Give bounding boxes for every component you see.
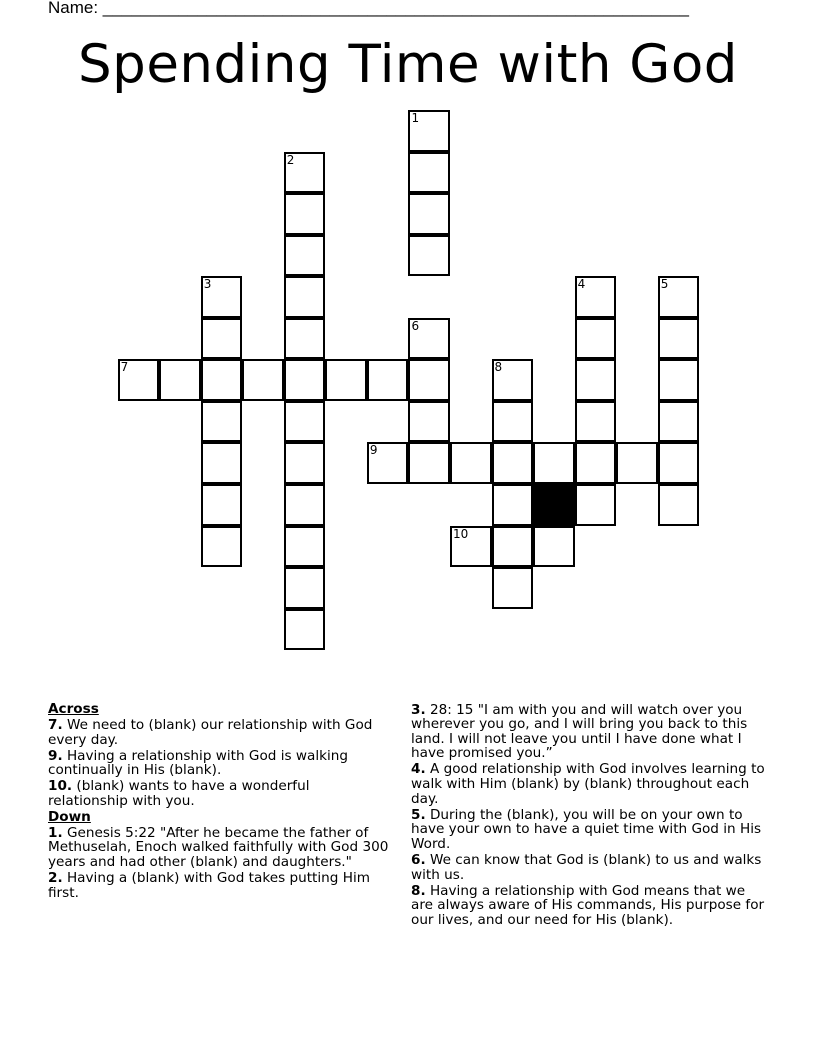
grid-cell[interactable] bbox=[492, 567, 534, 609]
grid-cell[interactable] bbox=[284, 401, 326, 443]
cell-number: 10 bbox=[453, 526, 469, 541]
clue-number: 5. bbox=[411, 806, 426, 823]
clue-text: During the (blank), you will be on your own to have your own to have a quiet time with God in His Word. bbox=[411, 806, 762, 852]
grid-cell[interactable] bbox=[492, 442, 534, 484]
clue-text: We need to (blank) our relationship with God every day. bbox=[48, 717, 373, 748]
grid-cell[interactable] bbox=[201, 276, 243, 318]
black-cell bbox=[533, 484, 575, 526]
grid-cell[interactable] bbox=[325, 359, 367, 401]
grid-cell[interactable] bbox=[450, 526, 492, 568]
clue-down-6 bbox=[411, 853, 771, 882]
clue-number: 3. bbox=[411, 701, 426, 718]
clue-text: Having a relationship with God means that we are always aware of His commands, His purpose for our lives, and our need for His (blank). bbox=[411, 882, 765, 928]
grid-cell[interactable] bbox=[575, 276, 617, 318]
grid-cell[interactable] bbox=[201, 526, 243, 568]
name-field-label[interactable]: Name: ______________________________________________________________ bbox=[48, 0, 689, 17]
clue-across-9 bbox=[48, 749, 393, 778]
grid-cell[interactable] bbox=[284, 152, 326, 194]
grid-cell[interactable] bbox=[408, 110, 450, 152]
grid-cell[interactable] bbox=[367, 442, 409, 484]
grid-cell[interactable] bbox=[118, 359, 160, 401]
grid-cell[interactable] bbox=[159, 359, 201, 401]
grid-cell[interactable] bbox=[450, 442, 492, 484]
grid-cell[interactable] bbox=[284, 609, 326, 651]
across-heading: Across bbox=[48, 701, 99, 717]
grid-cell[interactable] bbox=[533, 442, 575, 484]
grid-cell[interactable] bbox=[201, 401, 243, 443]
clue-number: 7. bbox=[48, 717, 63, 734]
grid-cell[interactable] bbox=[284, 276, 326, 318]
cell-number: 9 bbox=[369, 443, 378, 458]
grid-cell[interactable] bbox=[367, 359, 409, 401]
grid-cell[interactable] bbox=[492, 484, 534, 526]
grid-cell[interactable] bbox=[201, 484, 243, 526]
grid-cell[interactable] bbox=[201, 442, 243, 484]
cell-number: 8 bbox=[494, 360, 503, 375]
clues-column-left bbox=[48, 701, 393, 900]
grid-cell[interactable] bbox=[284, 193, 326, 235]
clue-down-3 bbox=[411, 703, 771, 761]
grid-cell[interactable] bbox=[284, 442, 326, 484]
grid-cell[interactable] bbox=[658, 484, 700, 526]
grid-cell[interactable] bbox=[242, 359, 284, 401]
grid-cell[interactable] bbox=[492, 359, 534, 401]
clue-number: 8. bbox=[411, 882, 426, 899]
grid-cell[interactable] bbox=[492, 401, 534, 443]
grid-cell[interactable] bbox=[284, 359, 326, 401]
grid-cell[interactable] bbox=[575, 359, 617, 401]
clue-number: 6. bbox=[411, 851, 426, 868]
grid-cell[interactable] bbox=[408, 401, 450, 443]
clue-number: 4. bbox=[411, 761, 426, 778]
clue-text: Having a relationship with God is walking continually in His (blank). bbox=[48, 747, 349, 779]
grid-cell[interactable] bbox=[492, 526, 534, 568]
cell-number: 3 bbox=[203, 277, 212, 292]
cell-number: 7 bbox=[120, 360, 129, 375]
grid-cell[interactable] bbox=[658, 401, 700, 443]
grid-cell[interactable] bbox=[201, 318, 243, 360]
grid-cell[interactable] bbox=[658, 318, 700, 360]
clue-text: 28: 15 "I am with you and will watch over you wherever you go, and I will bring you back to this land. I will not leave you until I have done what I have promised you.” bbox=[411, 701, 748, 762]
down-heading: Down bbox=[48, 808, 91, 825]
clue-across-7 bbox=[48, 718, 393, 747]
cell-number: 2 bbox=[286, 152, 295, 167]
grid-cell[interactable] bbox=[408, 235, 450, 277]
clue-across-10 bbox=[48, 779, 393, 808]
clue-number: 10. bbox=[48, 778, 73, 795]
clues-column-right bbox=[411, 701, 771, 927]
clue-number: 9. bbox=[48, 747, 63, 764]
cell-number: 5 bbox=[660, 277, 669, 292]
clue-text: Having a (blank) with God takes putting Him first. bbox=[48, 870, 370, 901]
page-title: Spending Time with God bbox=[78, 34, 738, 95]
clue-down-4 bbox=[411, 762, 771, 806]
clue-text: Genesis 5:22 "After he became the father of Methuselah, Enoch walked faithfully with God 300 years and had other (blank) and daughters." bbox=[48, 824, 389, 870]
clue-text: We can know that God is (blank) to us and walks with us. bbox=[411, 851, 762, 883]
grid-cell[interactable] bbox=[658, 276, 700, 318]
grid-cell[interactable] bbox=[408, 318, 450, 360]
grid-cell[interactable] bbox=[575, 401, 617, 443]
clue-number: 1. bbox=[48, 824, 63, 841]
grid-cell[interactable] bbox=[533, 526, 575, 568]
clue-down-1 bbox=[48, 826, 393, 870]
grid-cell[interactable] bbox=[575, 484, 617, 526]
cell-number: 6 bbox=[411, 318, 420, 333]
grid-cell[interactable] bbox=[616, 442, 658, 484]
grid-cell[interactable] bbox=[575, 318, 617, 360]
grid-cell[interactable] bbox=[284, 318, 326, 360]
cell-number: 1 bbox=[411, 111, 420, 125]
grid-cell[interactable] bbox=[408, 442, 450, 484]
grid-cell[interactable] bbox=[575, 442, 617, 484]
grid-cell[interactable] bbox=[284, 484, 326, 526]
grid-cell[interactable] bbox=[284, 235, 326, 277]
clue-text: (blank) wants to have a wonderful relationship with you. bbox=[48, 778, 310, 810]
grid-cell[interactable] bbox=[658, 442, 700, 484]
grid-cell[interactable] bbox=[408, 193, 450, 235]
clue-number: 2. bbox=[48, 870, 63, 887]
clue-down-2 bbox=[48, 871, 393, 900]
grid-cell[interactable] bbox=[201, 359, 243, 401]
clue-text: A good relationship with God involves learning to walk with Him (blank) by (blank) throughout each day. bbox=[411, 761, 765, 807]
grid-cell[interactable] bbox=[408, 152, 450, 194]
clue-down-8 bbox=[411, 884, 771, 928]
clue-down-5 bbox=[411, 808, 771, 852]
cell-number: 4 bbox=[577, 277, 586, 292]
grid-cell[interactable] bbox=[284, 526, 326, 568]
grid-cell[interactable] bbox=[408, 359, 450, 401]
grid-cell[interactable] bbox=[658, 359, 700, 401]
grid-cell[interactable] bbox=[284, 567, 326, 609]
